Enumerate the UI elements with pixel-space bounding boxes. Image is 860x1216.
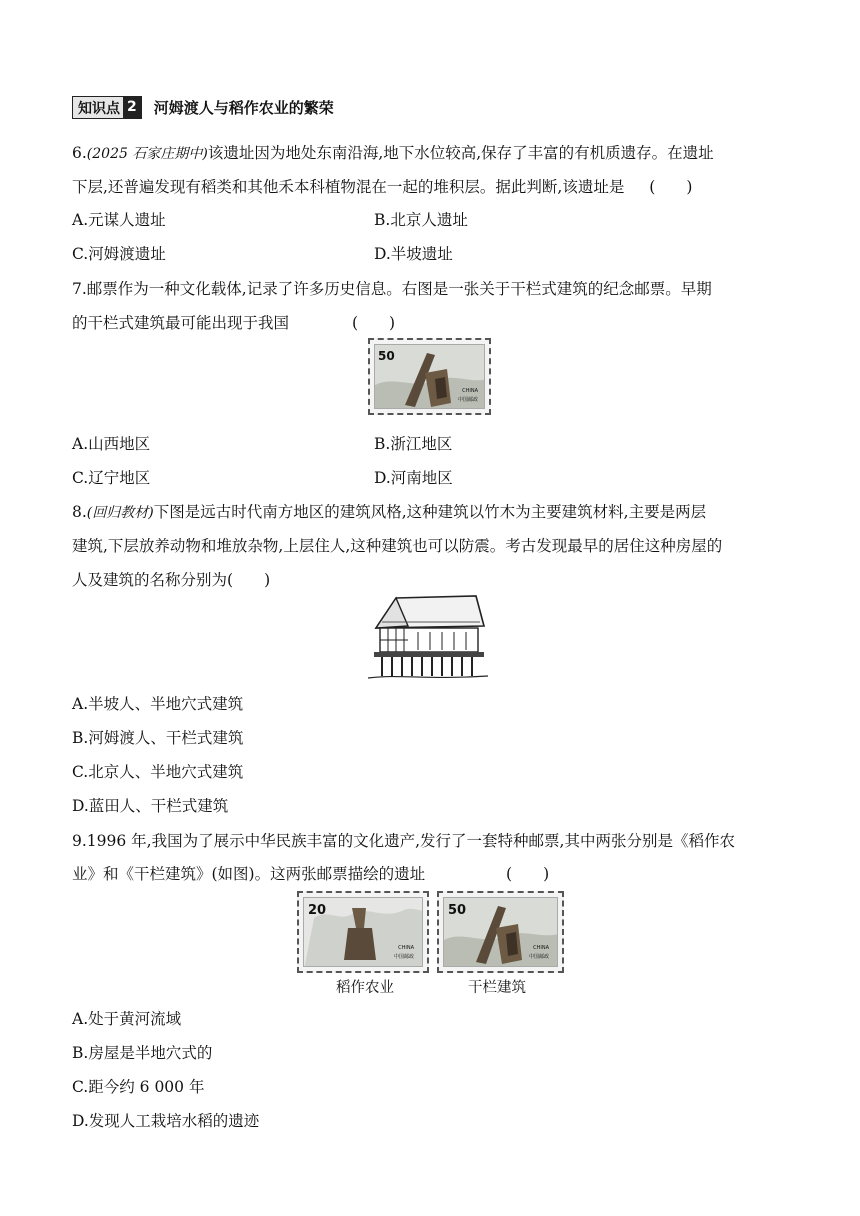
q9-stem-line1: 9.1996 年,我国为了展示中华民族丰富的文化遗产,发行了一套特种邮票,其中两张分别是《稻作农 — [72, 832, 735, 850]
stilt-house-illustration — [368, 592, 488, 682]
q7-option-c: C.辽宁地区 — [72, 469, 151, 487]
q8-option-a: A.半坡人、半地穴式建筑 — [72, 695, 244, 713]
q8-answer-bracket: ( ) — [227, 571, 271, 589]
q9-answer-bracket: ( ) — [506, 865, 550, 883]
stamp-left-value: 20 — [308, 903, 327, 918]
q6-option-d: D.半坡遗址 — [374, 245, 453, 263]
stamp-right-caption: 干栏建筑 — [468, 980, 526, 996]
q8-source: (回归教材) — [86, 505, 154, 521]
section-title: 河姆渡人与稻作农业的繁荣 — [153, 99, 334, 117]
q6-answer-bracket: ( ) — [649, 178, 693, 196]
q6-option-c: C.河姆渡遗址 — [72, 245, 166, 263]
section-heading — [72, 96, 334, 119]
q6-stem-line1: 6.(2025 石家庄期中)该遗址因为地处东南沿海,地下水位较高,保存了丰富的有机质遗存。在遗址 — [72, 144, 714, 162]
q9-option-c: C.距今约 6 000 年 — [72, 1078, 205, 1096]
q7-option-a: A.山西地区 — [72, 435, 151, 453]
stamp-stilt-building — [437, 891, 564, 973]
knowledge-point-badge: 知识点 2 — [72, 96, 142, 119]
q9-option-b: B.房屋是半地穴式的 — [72, 1044, 213, 1062]
q9-option-a: A.处于黄河流域 — [72, 1010, 182, 1028]
q9-stem-line2: 业》和《干栏建筑》(如图)。这两张邮票描绘的遗址 ( ) — [72, 862, 549, 884]
stamp-left-post: 中国邮政 — [393, 954, 414, 960]
q8-option-c: C.北京人、半地穴式建筑 — [72, 763, 244, 781]
q8-stem-line1: 8.(回归教材)下图是远古时代南方地区的建筑风格,这种建筑以竹木为主要建筑材料,主要是两层 — [72, 503, 707, 521]
q6-source: (2025 石家庄期中) — [86, 146, 208, 162]
q6-option-a: A.元谋人遗址 — [72, 211, 166, 229]
q7-option-b: B.浙江地区 — [374, 435, 453, 453]
stamp-right-country: CHINA — [533, 945, 549, 951]
q7-option-d: D.河南地区 — [374, 469, 453, 487]
stamp-post: 中国邮政 — [457, 397, 478, 403]
q8-option-d: D.蓝田人、干栏式建筑 — [72, 797, 229, 815]
q7-stem-line2: 的干栏式建筑最可能出现于我国 ( ) — [72, 311, 395, 333]
stamp-rice-farming — [297, 891, 429, 973]
stamp-country: CHINA — [462, 388, 478, 394]
q7-stem-line1: 7.邮票作为一种文化载体,记录了许多历史信息。右图是一张关于干栏式建筑的纪念邮票。早期 — [72, 280, 712, 298]
stamp-left-country: CHINA — [398, 945, 414, 951]
q6-stem-line2: 下层,还普遍发现有稻类和其他禾本科植物混在一起的堆积层。据此判断,该遗址是 ( ) — [72, 175, 692, 197]
q7-answer-bracket: ( ) — [351, 314, 396, 332]
stamp-right-value: 50 — [448, 903, 467, 918]
q8-stem-line2: 建筑,下层放养动物和堆放杂物,上层住人,这种建筑也可以防震。考古发现最早的居住这种房屋的 — [72, 537, 723, 555]
q8-option-b: B.河姆渡人、干栏式建筑 — [72, 729, 244, 747]
q6-option-b: B.北京人遗址 — [374, 211, 468, 229]
q9-option-d: D.发现人工栽培水稻的遗迹 — [72, 1112, 260, 1130]
stamp-right-post: 中国邮政 — [528, 954, 549, 960]
stamp-left-caption: 稻作农业 — [336, 980, 394, 996]
stamp-value: 50 — [378, 349, 395, 363]
q7-stamp-image — [368, 338, 491, 415]
q8-stem-line3: 人及建筑的名称分别为( ) — [72, 568, 270, 590]
